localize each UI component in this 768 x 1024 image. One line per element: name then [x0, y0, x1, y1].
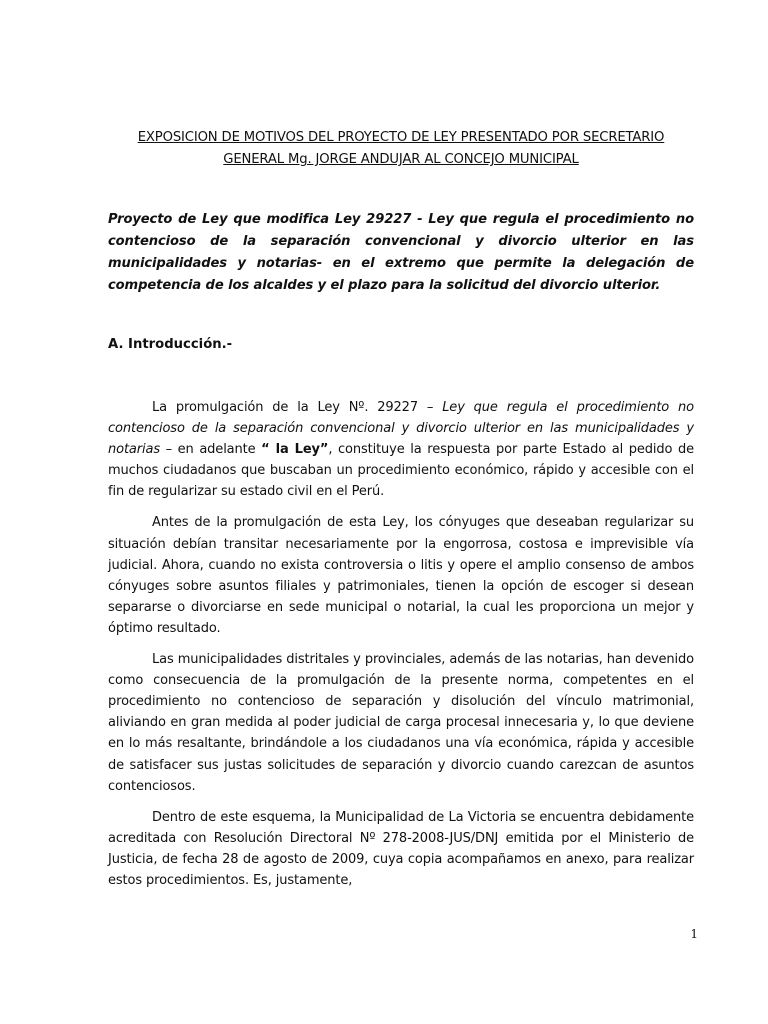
page-number: 1 — [690, 927, 698, 941]
paragraph-1-alias: “ la Ley” — [261, 442, 329, 458]
paragraph-1-law-name: Ley que regula el procedimiento no contencioso de la separación convencional y divorcio ulterior en las municipalidades y notarias — [108, 400, 695, 458]
paragraph-1-mid: – en adelante — [160, 442, 262, 458]
paragraph-2: Antes de la promulgación de esta Ley, los cónyuges que deseaban regularizar su situación debían transitar necesariamente por la engorrosa, costosa e imprevisible vía judicial. Ahora, cuando no exista controversia o litis y opere el amplio consenso de ambos cónyuges sobre asuntos filiales y patrimoniales, tienen la opción de escoger si desean separarse o divorciarse en sede municipal o notarial, la cual les proporciona un mejor y óptimo resultado. — [108, 515, 694, 636]
section-heading-introduccion: A. Introducción.- — [108, 337, 233, 352]
document-title: EXPOSICION DE MOTIVOS DEL PROYECTO DE LEY PRESENTADO POR SECRETARIO GENERAL Mg. JORGE ANDUJAR AL CONCEJO MUNICIPAL — [137, 130, 665, 167]
paragraph-4: Dentro de este esquema, la Municipalidad de La Victoria se encuentra debidamente acreditada con Resolución Directoral Nº 278-2008-JUS/DNJ emitida por el Ministerio de Justicia, de fecha 28 de agosto de 2009, cuya copia acompañamos en anexo, para realizar estos procedimientos. Es, justamente, — [108, 809, 694, 888]
paragraph-3: Las municipalidades distritales y provinciales, además de las notarias, han devenido como consecuencia de la promulgación de la presente norma, competentes en el procedimiento no contencioso de separación y disolución del vínculo matrimonial, aliviando en gran medida al poder judicial de carga procesal innecesaria y, lo que deviene en lo más resaltante, brindándole a los ciudadanos una vía económica, rápida y accesible de satisfacer sus justas solicitudes de separación y divorcio cuando carezcan de asuntos contenciosos. — [108, 652, 694, 794]
paragraph-1-lead: La promulgación de la Ley Nº. 29227 – — [152, 400, 443, 415]
paragraph-1 — [108, 397, 694, 502]
document-subtitle: Proyecto de Ley que modifica Ley 29227 - Ley que regula el procedimiento no contencioso de la separación convencional y divorcio ulterior en las municipalidades y notarias- en el extremo que permite la delegación de competencia de los alcaldes y el plazo para la solicitud del divorcio ulterior. — [108, 212, 694, 293]
paragraph-1-tail: , constituye la respuesta por parte Estado al pedido de muchos ciudadanos que buscaban un procedimiento económico, rápido y accesible con el fin de regularizar su estado civil en el Perú. — [108, 442, 694, 500]
body-text — [108, 397, 694, 891]
